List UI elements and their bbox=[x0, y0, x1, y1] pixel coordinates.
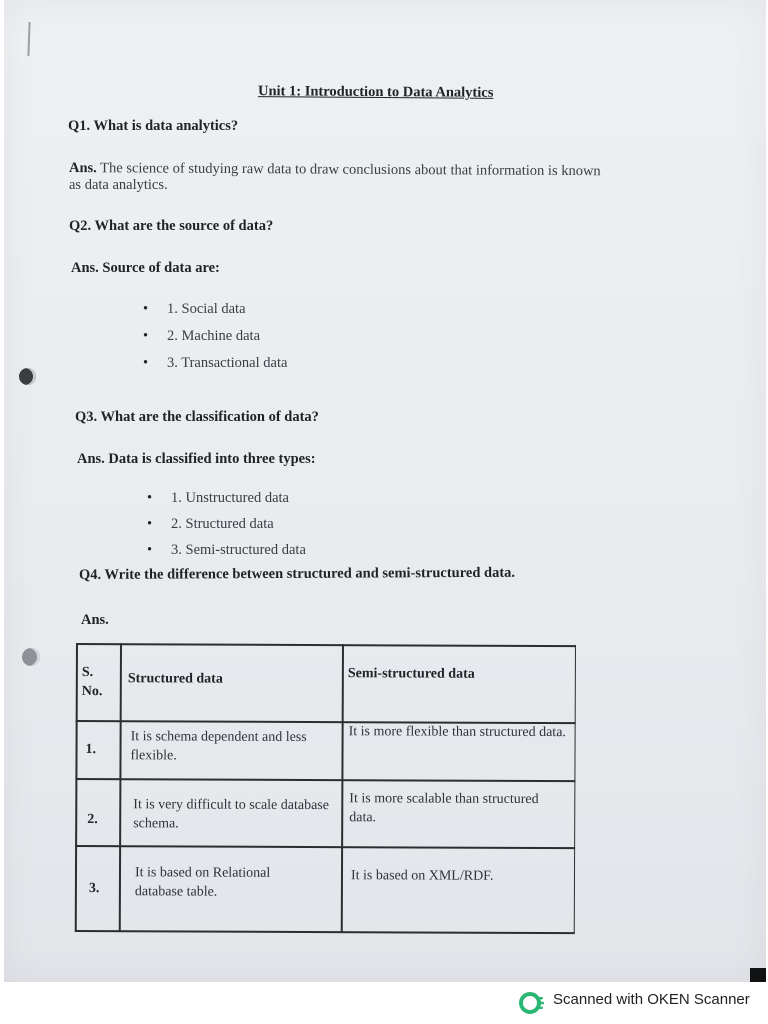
list-item bbox=[147, 490, 289, 507]
comparison-table bbox=[75, 643, 576, 933]
answer-4-lead: Ans. bbox=[81, 612, 109, 628]
oken-scanner-logo-icon bbox=[518, 990, 544, 1016]
table-cell-structured: It is very difficult to scale database schema. bbox=[133, 797, 329, 832]
binder-hole-icon bbox=[19, 368, 36, 385]
table-cell-num: 2. bbox=[87, 812, 98, 828]
table-rule bbox=[341, 644, 344, 932]
bullet-icon: • bbox=[143, 301, 149, 317]
table-cell-semi: It is based on XML/RDF. bbox=[350, 868, 494, 884]
bullet-icon: • bbox=[147, 542, 153, 558]
table-rule bbox=[75, 778, 575, 782]
page-title: Unit 1: Introduction to Data Analytics bbox=[257, 83, 494, 101]
answer-3-lead: Ans. Data is classified into three types: bbox=[77, 451, 316, 467]
table-cell-structured: It is based on Relational database table. bbox=[134, 865, 271, 900]
list-item-text: 2. Machine data bbox=[167, 328, 261, 344]
list-item bbox=[143, 301, 246, 318]
table-header-semi-structured: Semi-structured data bbox=[347, 666, 475, 682]
table-header-sno: S. No. bbox=[81, 665, 103, 700]
list-item-text: 2. Structured data bbox=[171, 516, 274, 532]
question-4: Q4. Write the difference between structured and semi-structured data. bbox=[78, 564, 516, 583]
answer-1-line-2: as data analytics. bbox=[69, 177, 168, 193]
table-cell-semi: It is more flexible than structured data. bbox=[348, 724, 566, 741]
list-item-text: 1. Social data bbox=[167, 301, 246, 317]
answer-1-label: Ans. bbox=[68, 160, 97, 177]
table-rule bbox=[75, 643, 78, 931]
answer-1-text: The science of studying raw data to draw conclusions about that information is known bbox=[96, 160, 601, 180]
table-header-structured: Structured data bbox=[127, 671, 223, 687]
bullet-icon: • bbox=[147, 490, 153, 506]
binder-hole-icon bbox=[22, 648, 40, 666]
list-item bbox=[147, 542, 306, 559]
list-item-text: 1. Unstructured data bbox=[171, 490, 289, 506]
table-rule bbox=[75, 845, 575, 849]
list-item bbox=[143, 328, 260, 345]
paper-corner-mark bbox=[750, 968, 766, 982]
question-1: Q1. What is data analytics? bbox=[68, 118, 239, 134]
bullet-icon: • bbox=[147, 516, 153, 532]
table-rule bbox=[119, 643, 122, 931]
scanner-watermark-text: Scanned with OKEN Scanner bbox=[553, 991, 750, 1008]
scanner-footer bbox=[0, 982, 768, 1024]
bullet-icon: • bbox=[143, 328, 149, 344]
table-cell-num: 3. bbox=[88, 881, 100, 897]
table-cell-semi: It is more scalable than structured data. bbox=[349, 791, 539, 826]
question-3: Q3. What are the classification of data? bbox=[75, 409, 319, 425]
table-cell-structured: It is schema dependent and less flexible. bbox=[130, 729, 307, 764]
table-cell-num: 1. bbox=[85, 742, 97, 758]
list-item bbox=[143, 355, 287, 372]
bullet-icon: • bbox=[143, 355, 149, 371]
list-item-text: 3. Semi-structured data bbox=[171, 542, 306, 558]
answer-2-lead: Ans. Source of data are: bbox=[71, 260, 220, 276]
list-item-text: 3. Transactional data bbox=[167, 355, 288, 371]
list-item bbox=[147, 516, 274, 533]
question-2: Q2. What are the source of data? bbox=[69, 218, 274, 234]
